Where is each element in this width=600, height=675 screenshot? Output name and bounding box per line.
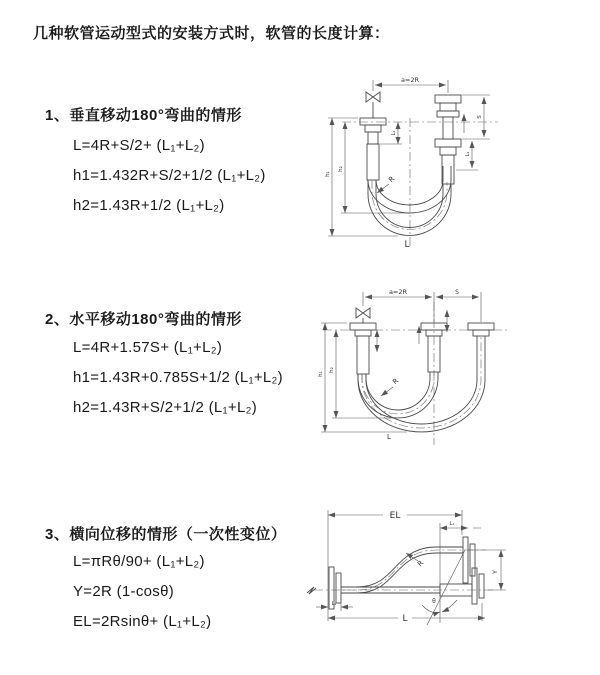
label-height-outer: h₁ [318, 371, 324, 377]
formula-2-length: L=4R+1.57S+ (L₁+L₂) [73, 339, 223, 356]
angle-arc-arrows [422, 600, 457, 613]
dimension-width [363, 292, 481, 322]
braided-hose-section-left [367, 144, 379, 180]
section-2-heading: 2、水平移动180°弯曲的情形 [45, 311, 242, 328]
pipe-flanges [350, 323, 494, 336]
label-height-inner: h₂ [329, 367, 335, 373]
label-length: L [404, 240, 410, 250]
diagram-horizontal-180-bend [311, 282, 561, 462]
dimension-extended-length [328, 510, 462, 621]
formula-2-h1: h1=1.43R+0.785S+1/2 (L₁+L₂) [73, 369, 283, 386]
label-stroke: S [477, 115, 483, 119]
label-extended-length: EL [389, 511, 401, 521]
label-length: L [387, 433, 391, 441]
label-end-bottom: L₁ [331, 601, 337, 607]
dimension-stroke [456, 95, 490, 170]
formula-2-h2: h2=1.43R+S/2+1/2 (L₁+L₂) [73, 399, 258, 416]
section-3-heading: 3、横向位移的情形（一次性变位） [45, 526, 287, 543]
label-height-outer: h₁ [325, 171, 331, 177]
radius-leader [377, 184, 389, 193]
label-end-top: L₁ [449, 521, 455, 527]
label-radius: R [416, 559, 426, 569]
label-radius: R [391, 376, 401, 387]
label-radius: R [387, 174, 397, 185]
label-end-right: L₁ [465, 151, 471, 157]
label-end-left: L₁ [391, 130, 397, 136]
formula-3-length: L=πRθ/90+ (L₁+L₂) [73, 553, 205, 570]
upper-flange [463, 537, 475, 583]
dimension-offset [468, 550, 506, 590]
section-1-heading: 1、垂直移动180°弯曲的情形 [45, 107, 242, 124]
page-title: 几种软管运动型式的安装方式时，软管的长度计算： [33, 25, 390, 42]
label-stroke: S [455, 289, 459, 296]
diagram-lateral-displacement [300, 505, 600, 640]
braided-hose-section-left [357, 336, 369, 374]
formula-1-h1: h1=1.432R+S/2+1/2 (L₁+L₂) [73, 167, 266, 184]
diagram-vertical-180-bend [312, 70, 527, 255]
label-angle: θ [432, 598, 436, 605]
hose-u-bend [368, 166, 451, 235]
formula-3-y: Y=2R (1-cosθ) [73, 583, 175, 600]
radius-leader [381, 387, 393, 396]
label-length: L [402, 614, 408, 624]
valve-icon [366, 92, 380, 118]
label-width: a=2R [388, 288, 408, 296]
label-width: a=2R [400, 76, 420, 84]
label-offset: Y [491, 570, 499, 574]
braided-hose-section-right [442, 155, 454, 184]
angle-chord-line [427, 550, 465, 625]
label-height-inner: h₂ [338, 166, 344, 172]
right-pipe-assembly [435, 95, 461, 155]
formula-1-h2: h2=1.43R+1/2 (L₁+L₂) [73, 197, 225, 214]
hose-s-curve [341, 547, 463, 593]
valve-icon [356, 308, 370, 323]
dimension-end-ticks [377, 310, 447, 352]
formula-1-length: L=4R+S/2+ (L₁+L₂) [73, 137, 205, 154]
centerline-break-mark [307, 587, 316, 594]
formula-3-el: EL=2Rsinθ+ (L₁+L₂) [73, 613, 212, 630]
